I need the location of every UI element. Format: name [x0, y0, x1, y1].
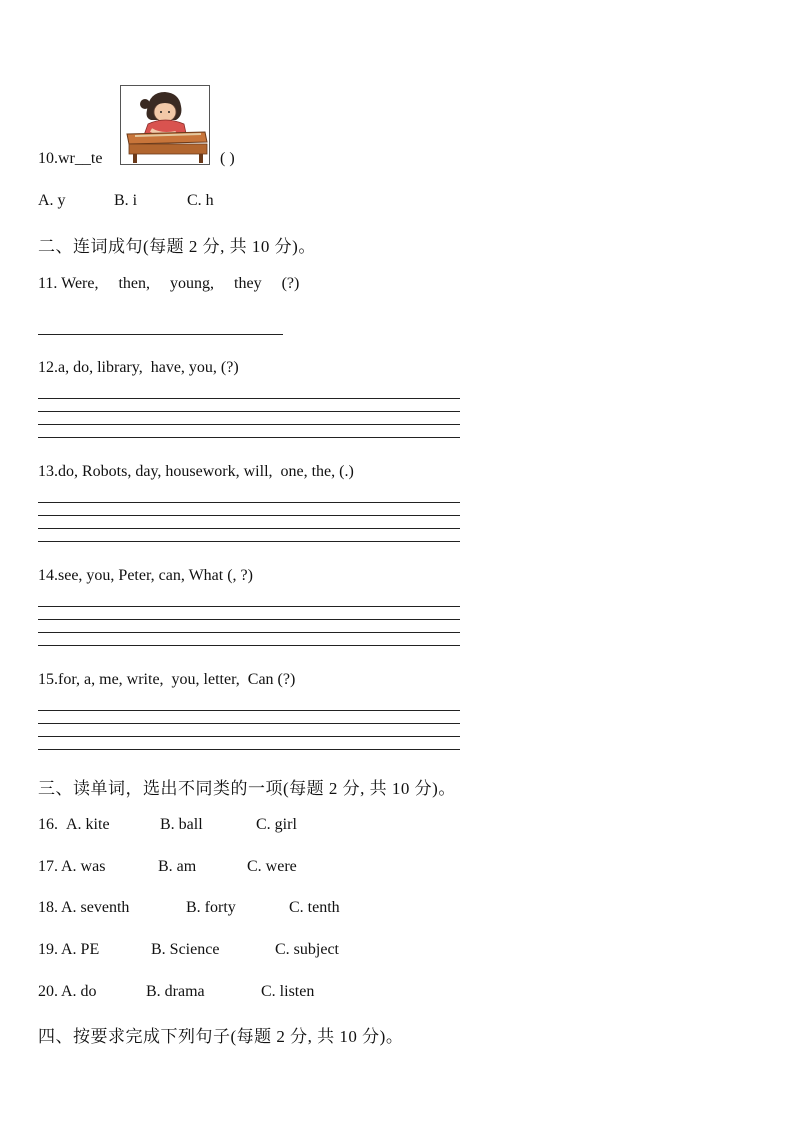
option-a[interactable]: A. y	[38, 192, 66, 209]
option-c[interactable]: C. subject	[275, 941, 339, 958]
question-18	[38, 899, 340, 917]
option-a[interactable]: A. seventh	[61, 899, 130, 916]
answer-line[interactable]	[38, 723, 460, 724]
question-12: 12.a, do, library, have, you, (?)	[38, 359, 239, 376]
option-b[interactable]: B. i	[114, 192, 138, 209]
option-a[interactable]: A. kite	[66, 816, 110, 833]
option-a[interactable]: A. was	[61, 858, 106, 875]
question-10	[38, 150, 102, 168]
question-11: 11. Were, then, young, they (?)	[38, 275, 300, 292]
question-15: 15.for, a, me, write, you, letter, Can (?)	[38, 671, 296, 688]
answer-line[interactable]	[38, 632, 460, 633]
question-number: 20.	[38, 983, 58, 1000]
question-14: 14.see, you, Peter, can, What (, ?)	[38, 567, 253, 584]
answer-line[interactable]	[38, 515, 460, 516]
question-10-options	[38, 192, 214, 210]
question-number: 19.	[38, 941, 58, 958]
answer-line[interactable]	[38, 528, 460, 529]
question-number: 18.	[38, 899, 58, 916]
question-number: 10.	[38, 150, 58, 167]
option-c[interactable]: C. tenth	[289, 899, 340, 916]
option-a[interactable]: A. PE	[61, 941, 100, 958]
answer-line[interactable]	[38, 606, 460, 607]
answer-line[interactable]	[38, 398, 460, 399]
answer-line[interactable]	[38, 749, 460, 750]
option-c[interactable]: C. listen	[261, 983, 315, 1000]
answer-line[interactable]	[38, 424, 460, 425]
question-word: wr__te	[58, 150, 103, 167]
question-number: 17.	[38, 858, 58, 875]
option-b[interactable]: B. am	[158, 858, 197, 875]
answer-parentheses[interactable]: ( )	[220, 150, 235, 167]
girl-writing-at-desk-icon	[120, 85, 210, 165]
answer-line[interactable]	[38, 710, 460, 711]
section-3-heading: 三、读单词，选出不同类的一项(每题 2 分, 共 10 分)。	[38, 779, 456, 798]
question-17	[38, 858, 297, 876]
question-20	[38, 983, 314, 1001]
option-b[interactable]: B. ball	[160, 816, 203, 833]
answer-line[interactable]	[38, 736, 460, 737]
option-c[interactable]: C. were	[247, 858, 297, 875]
question-16	[38, 816, 297, 834]
question-19	[38, 941, 339, 959]
option-c[interactable]: C. girl	[256, 816, 297, 833]
option-a[interactable]: A. do	[61, 983, 97, 1000]
answer-line[interactable]	[38, 502, 460, 503]
option-b[interactable]: B. forty	[186, 899, 236, 916]
answer-line[interactable]	[38, 645, 460, 646]
option-b[interactable]: B. drama	[146, 983, 205, 1000]
section-2-heading: 二、连词成句(每题 2 分, 共 10 分)。	[38, 237, 316, 256]
answer-line[interactable]	[38, 619, 460, 620]
section-4-heading: 四、按要求完成下列句子(每题 2 分, 共 10 分)。	[38, 1027, 404, 1046]
answer-line[interactable]	[38, 334, 283, 335]
question-13: 13.do, Robots, day, housework, will, one, the, (.)	[38, 463, 354, 480]
option-b[interactable]: B. Science	[151, 941, 220, 958]
answer-line[interactable]	[38, 541, 460, 542]
question-number: 16.	[38, 816, 58, 833]
answer-line[interactable]	[38, 411, 460, 412]
answer-line[interactable]	[38, 437, 460, 438]
option-c[interactable]: C. h	[187, 192, 214, 209]
